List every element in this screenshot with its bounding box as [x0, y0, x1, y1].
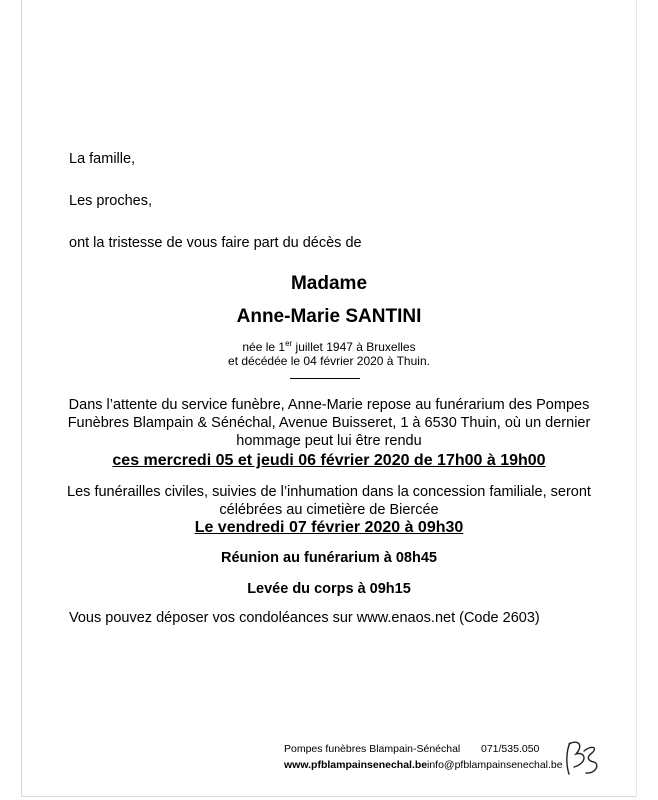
footer-phone: 071/535.050	[481, 743, 540, 755]
funeral-line-1: Les funérailles civiles, suivies de l’inhumation dans la concession familiale, seront	[67, 484, 591, 500]
departure-time: Levée du corps à 09h15	[247, 581, 411, 597]
intro-announcement: ont la tristesse de vous faire part du décès de	[69, 235, 362, 251]
condolences-line: Vous pouvez déposer vos condoléances sur www.enaos.net (Code 2603)	[69, 610, 540, 626]
funeral-line-2: célébrées au cimetière de Biercée	[219, 502, 439, 518]
funeral-date: Le vendredi 07 février 2020 à 09h30	[194, 519, 464, 536]
funerarium-line-2: Funèbres Blampain & Sénéchal, Avenue Buisseret, 1 à 6530 Thuin, où un dernier	[67, 415, 591, 431]
birth-sup: er	[285, 339, 293, 348]
visitation-dates: ces mercredi 05 et jeudi 06 février 2020 de 17h00 à 19h00	[112, 452, 546, 469]
footer-company: Pompes funèbres Blampain-Sénéchal	[284, 743, 461, 755]
death-line: et décédée le 04 février 2020 à Thuin.	[228, 354, 430, 368]
separator-line	[290, 378, 360, 379]
deceased-name: Anne-Marie SANTINI	[236, 306, 422, 327]
intro-relatives: Les proches,	[69, 193, 153, 209]
bs-monogram-icon	[562, 737, 604, 779]
funerarium-line-1: Dans l’attente du service funèbre, Anne-Marie repose au funérarium des Pompes	[68, 397, 590, 413]
birth-suffix: juillet 1947 à Bruxelles	[292, 340, 416, 354]
intro-family: La famille,	[69, 151, 136, 167]
footer-email: info@pfblampainsenechal.be	[427, 759, 563, 771]
birth-prefix: née le 1	[242, 340, 286, 354]
footer-website: www.pfblampainsenechal.be	[284, 759, 428, 771]
meeting-time: Réunion au funérarium à 08h45	[221, 550, 437, 566]
deceased-title: Madame	[290, 273, 368, 294]
funerarium-line-3: hommage peut lui être rendu	[236, 433, 422, 449]
